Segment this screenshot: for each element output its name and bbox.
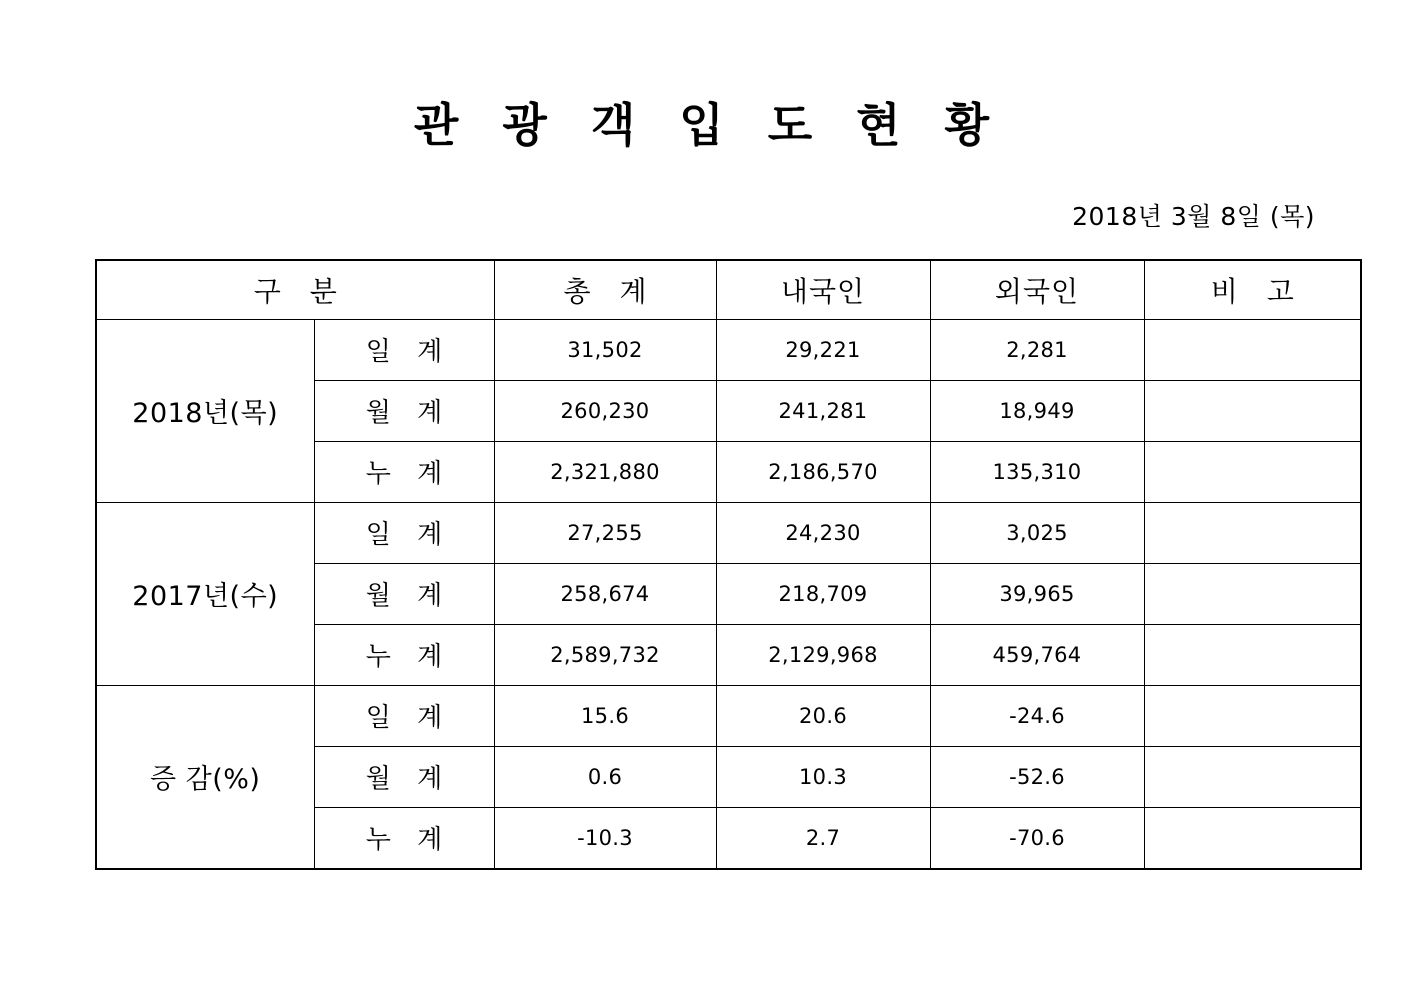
value-total: 15.6 [494, 685, 716, 746]
value-domestic: 241,281 [716, 380, 930, 441]
value-domestic: 10.3 [716, 746, 930, 807]
sub-label: 일 계 [314, 685, 494, 746]
header-foreign: 외국인 [930, 260, 1144, 320]
report-date: 2018년 3월 8일 (목) [1072, 201, 1315, 231]
value-foreign: 18,949 [930, 380, 1144, 441]
header-remarks: 비 고 [1144, 260, 1361, 320]
value-domestic: 218,709 [716, 563, 930, 624]
value-total: 258,674 [494, 563, 716, 624]
value-remarks [1144, 624, 1361, 685]
value-total: 31,502 [494, 319, 716, 380]
value-total: 0.6 [494, 746, 716, 807]
value-total: 2,589,732 [494, 624, 716, 685]
sub-label: 누 계 [314, 807, 494, 869]
value-domestic: 24,230 [716, 502, 930, 563]
value-remarks [1144, 502, 1361, 563]
value-foreign: 3,025 [930, 502, 1144, 563]
value-remarks [1144, 807, 1361, 869]
group-label-2017: 2017년(수) [96, 502, 314, 685]
group-label-2018: 2018년(목) [96, 319, 314, 502]
value-domestic: 29,221 [716, 319, 930, 380]
value-foreign: 459,764 [930, 624, 1144, 685]
value-domestic: 2,186,570 [716, 441, 930, 502]
value-remarks [1144, 380, 1361, 441]
value-total: 260,230 [494, 380, 716, 441]
header-domestic: 내국인 [716, 260, 930, 320]
sub-label: 월 계 [314, 380, 494, 441]
value-foreign: 2,281 [930, 319, 1144, 380]
header-division: 구 분 [96, 260, 494, 320]
page-title: 관 광 객 입 도 현 황 [413, 98, 1004, 152]
value-remarks [1144, 563, 1361, 624]
value-remarks [1144, 441, 1361, 502]
group-label-change: 증 감(%) [96, 685, 314, 869]
value-foreign: -52.6 [930, 746, 1144, 807]
tourist-arrivals-table [95, 259, 1362, 870]
value-domestic: 2,129,968 [716, 624, 930, 685]
value-foreign: -70.6 [930, 807, 1144, 869]
value-foreign: 39,965 [930, 563, 1144, 624]
value-total: 27,255 [494, 502, 716, 563]
table-row [96, 685, 1361, 746]
table-row [96, 502, 1361, 563]
sub-label: 누 계 [314, 441, 494, 502]
table-header-row [96, 260, 1361, 320]
sub-label: 월 계 [314, 746, 494, 807]
value-foreign: 135,310 [930, 441, 1144, 502]
value-remarks [1144, 319, 1361, 380]
table-row [96, 319, 1361, 380]
value-total: -10.3 [494, 807, 716, 869]
sub-label: 일 계 [314, 319, 494, 380]
value-domestic: 20.6 [716, 685, 930, 746]
sub-label: 일 계 [314, 502, 494, 563]
value-total: 2,321,880 [494, 441, 716, 502]
sub-label: 누 계 [314, 624, 494, 685]
value-foreign: -24.6 [930, 685, 1144, 746]
header-total: 총 계 [494, 260, 716, 320]
value-remarks [1144, 685, 1361, 746]
value-domestic: 2.7 [716, 807, 930, 869]
value-remarks [1144, 746, 1361, 807]
sub-label: 월 계 [314, 563, 494, 624]
